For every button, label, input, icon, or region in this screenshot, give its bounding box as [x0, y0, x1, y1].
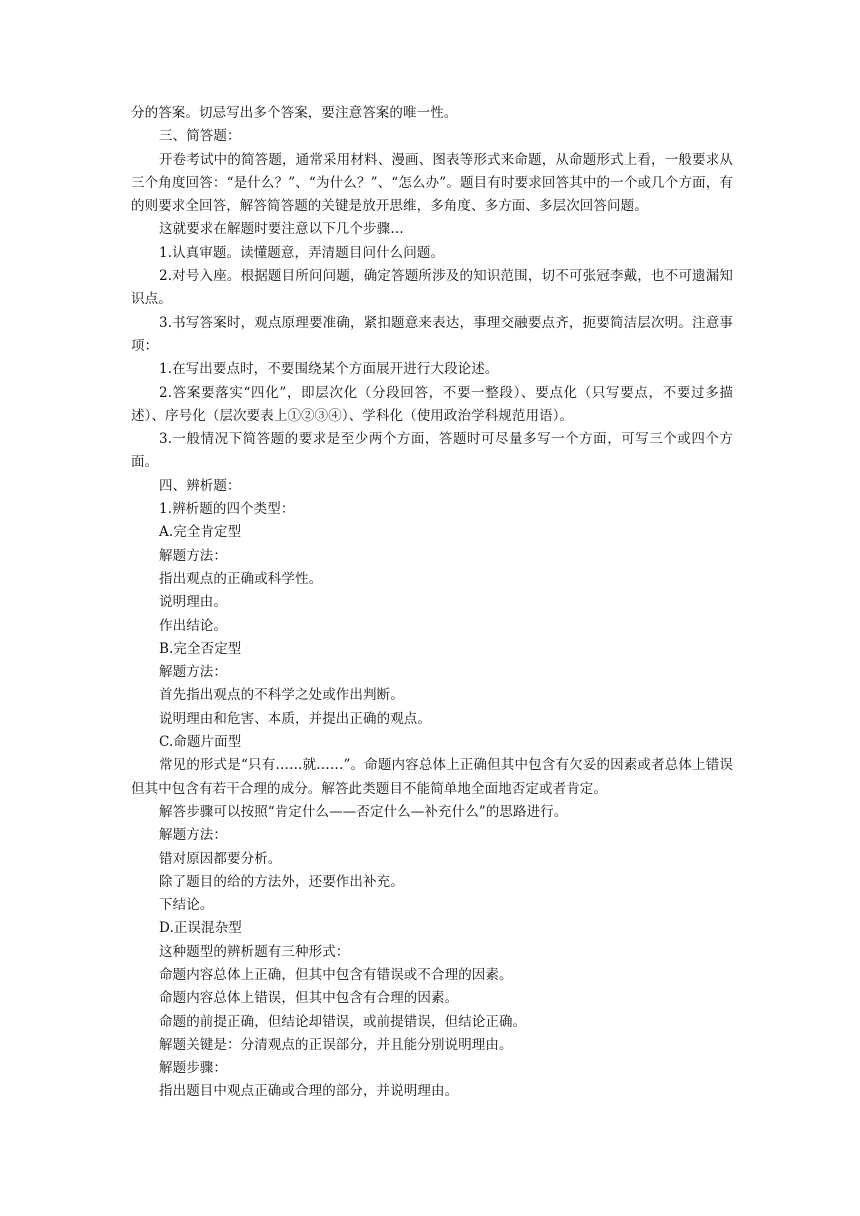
paragraph: 四、辨析题：: [159, 477, 241, 494]
paragraph: 解题方法：: [159, 827, 227, 844]
paragraph: 解题关键是：分清观点的正误部分，并且能分别说明理由。: [159, 1036, 513, 1053]
paragraph: 解题方法：: [159, 547, 227, 564]
paragraph: 除了题目的给的方法外，还要作出补充。: [159, 873, 404, 890]
paragraph: 命题的前提正确，但结论却错误，或前提错误，但结论正确。: [159, 1013, 527, 1030]
paragraph: 指出题目中观点正确或合理的部分，并说明理由。: [159, 1083, 459, 1100]
paragraph: 3.一般情况下简答题的要求是至少两个方面，答题时可尽量多写一个方面，可写三个或四个方面。: [131, 431, 733, 471]
document-body: [131, 102, 733, 1104]
paragraph: 1.在写出要点时，不要围绕某个方面展开进行大段论述。: [159, 361, 499, 378]
paragraph: 开卷考试中的简答题，通常采用材料、漫画、图表等形式来命题，从命题形式上看，一般要求从三个角度回答：“是什么？”、“为什么？”、“怎么办”。题目有时要求回答其中的一个或几个方面，有的则要求全回答，解答简答题的关键是放开思维，多角度、多方面、多层次回答问题。: [131, 151, 733, 215]
paragraph: C.命题片面型: [159, 734, 242, 751]
paragraph: 这种题型的辨析题有三种形式：: [159, 943, 350, 960]
paragraph: 说明理由和危害、本质，并提出正确的观点。: [159, 710, 431, 727]
paragraph: 解题步骤：: [159, 1060, 227, 1077]
paragraph: 2.答案要落实“四化”，即层次化（分段回答，不要一整段）、要点化（只写要点，不要过多描述）、序号化（层次要表上①②③④）、学科化（使用政治学科规范用语）。: [131, 384, 733, 424]
paragraph: 1.认真审题。读懂题意，弄清题目问什么问题。: [159, 244, 445, 261]
paragraph: 指出观点的正确或科学性。: [159, 570, 323, 587]
paragraph: 作出结论。: [159, 617, 227, 634]
paragraph: 2.对号入座。根据题目所问问题，确定答题所涉及的知识范围，切不可张冠李戴，也不可遗漏知识点。: [131, 268, 733, 308]
paragraph: B.完全否定型: [159, 640, 242, 657]
paragraph: 解答步骤可以按照“肯定什么——否定什么—补充什么”的思路进行。: [159, 803, 568, 820]
paragraph: 首先指出观点的不科学之处或作出判断。: [159, 687, 404, 704]
paragraph: 三、简答题：: [159, 128, 241, 145]
paragraph: 1.辨析题的四个类型：: [159, 501, 295, 518]
paragraph: 解题方法：: [159, 664, 227, 681]
paragraph: 错对原因都要分析。: [159, 850, 282, 867]
paragraph: 命题内容总体上正确，但其中包含有错误或不合理的因素。: [159, 966, 513, 983]
paragraph: 命题内容总体上错误，但其中包含有合理的因素。: [159, 990, 459, 1007]
paragraph: 3.书写答案时，观点原理要准确，紧扣题意来表达，事理交融要点齐，扼要简洁层次明。注意事项：: [131, 314, 733, 354]
paragraph: 说明理由。: [159, 594, 227, 611]
paragraph: D.正误混杂型: [159, 920, 242, 937]
paragraph: A.完全肯定型: [159, 524, 242, 541]
paragraph: 常见的形式是“只有……就……”。命题内容总体上正确但其中包含有欠妥的因素或者总体上错误但其中包含有若干合理的成分。解答此类题目不能简单地全面地否定或者肯定。: [131, 757, 733, 797]
paragraph: 这就要求在解题时要注意以下几个步骤…: [159, 221, 404, 238]
paragraph: 下结论。: [159, 897, 214, 914]
paragraph: 分的答案。切忌写出多个答案，要注意答案的唯一性。: [131, 105, 458, 121]
